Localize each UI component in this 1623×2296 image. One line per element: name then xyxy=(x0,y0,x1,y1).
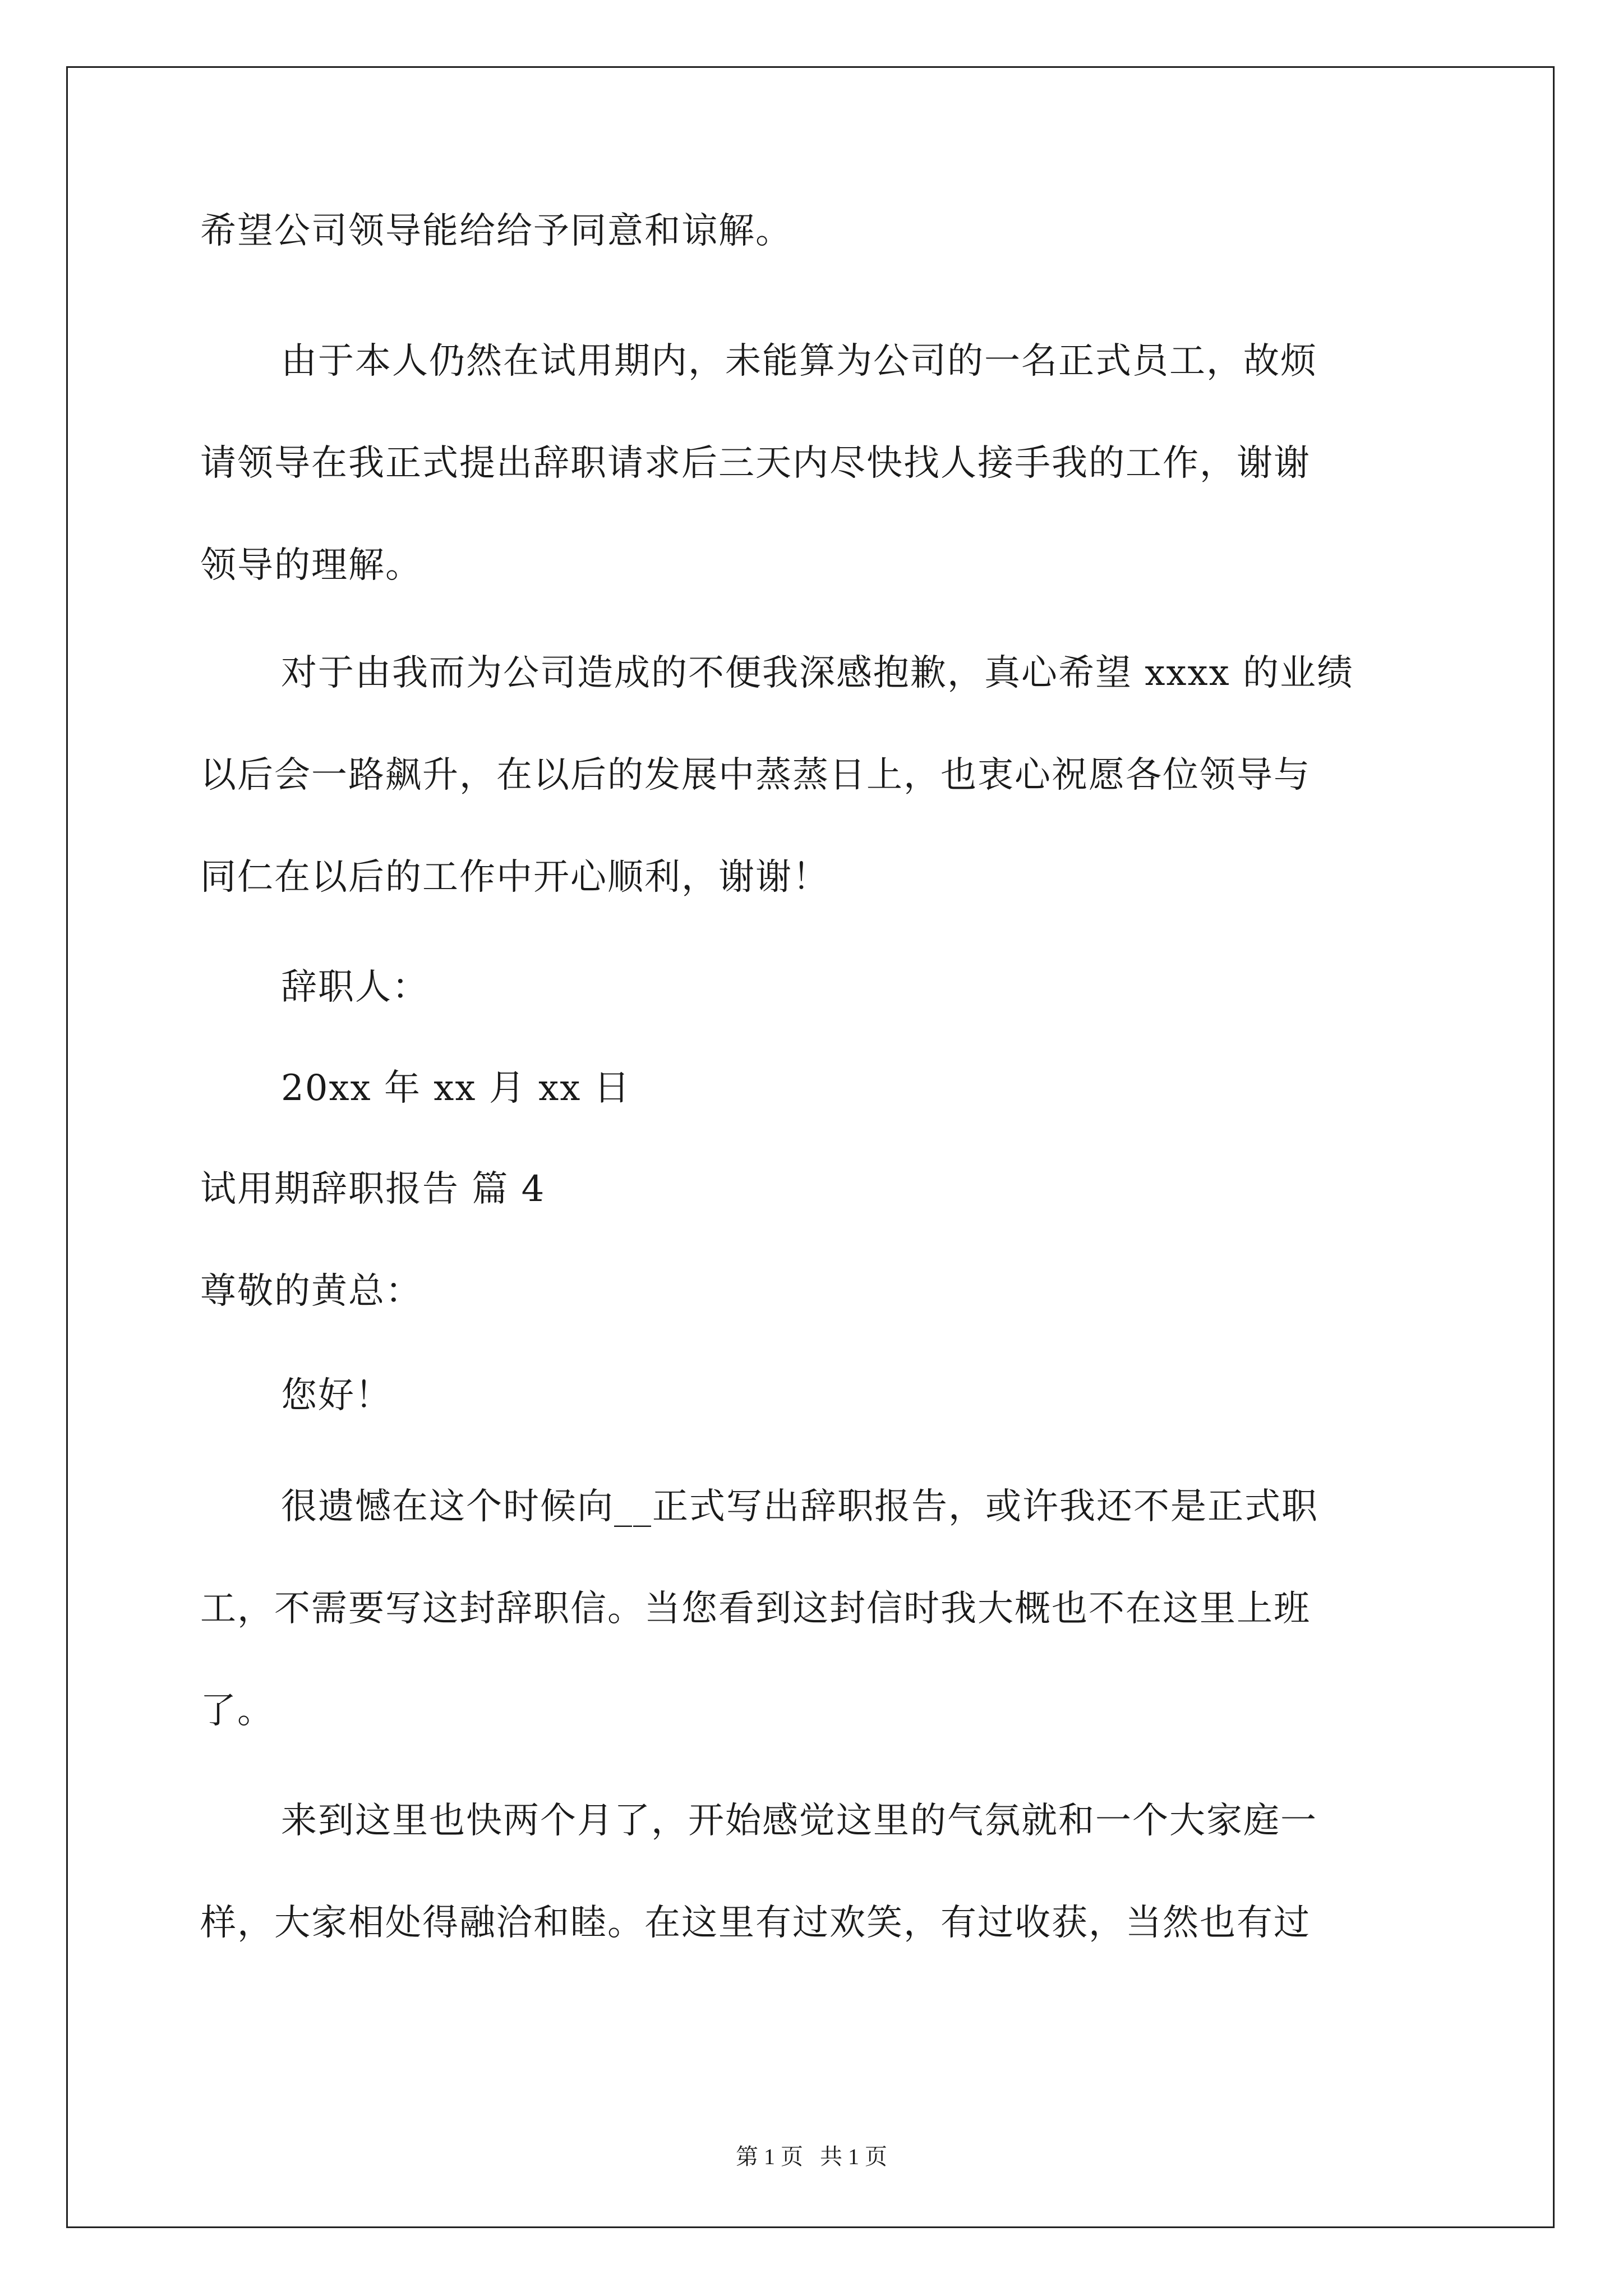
page-total: 共 1 页 xyxy=(820,2144,887,2169)
page-number: 第 1 页 xyxy=(736,2144,803,2169)
text-line: 以后会一路飙升，在以后的发展中蒸蒸日上，也衷心祝愿各位领导与 xyxy=(200,754,1311,796)
text-line: 很遗憾在这个时候向__正式写出辞职报告，或许我还不是正式职 xyxy=(281,1486,1318,1527)
text-line: 来到这里也快两个月了，开始感觉这里的气氛就和一个大家庭一 xyxy=(281,1800,1317,1842)
text-line: 希望公司领导能给给予同意和谅解。 xyxy=(200,210,792,252)
signature-label: 辞职人： xyxy=(281,967,429,1008)
text-line: 对于由我而为公司造成的不便我深感抱歉，真心希望 xxxx 的业绩 xyxy=(281,652,1354,694)
section-heading: 试用期辞职报告 篇 4 xyxy=(200,1168,546,1210)
date-line: 20xx 年 xx 月 xx 日 xyxy=(281,1068,631,1109)
text-line: 请领导在我正式提出辞职请求后三天内尽快找人接手我的工作，谢谢 xyxy=(200,443,1311,484)
text-line: 工，不需要写这封辞职信。当您看到这封信时我大概也不在这里上班 xyxy=(200,1588,1311,1630)
salutation: 尊敬的黄总： xyxy=(200,1271,422,1312)
text-line: 样，大家相处得融洽和睦。在这里有过欢笑，有过收获，当然也有过 xyxy=(200,1902,1311,1944)
text-line: 由于本人仍然在试用期内，未能算为公司的一名正式员工，故烦 xyxy=(281,341,1317,382)
text-line: 领导的理解。 xyxy=(200,545,422,586)
page-footer xyxy=(0,2143,1623,2171)
greeting: 您好！ xyxy=(281,1375,392,1416)
text-line: 同仁在以后的工作中开心顺利，谢谢！ xyxy=(200,857,829,898)
text-line: 了。 xyxy=(200,1690,274,1732)
